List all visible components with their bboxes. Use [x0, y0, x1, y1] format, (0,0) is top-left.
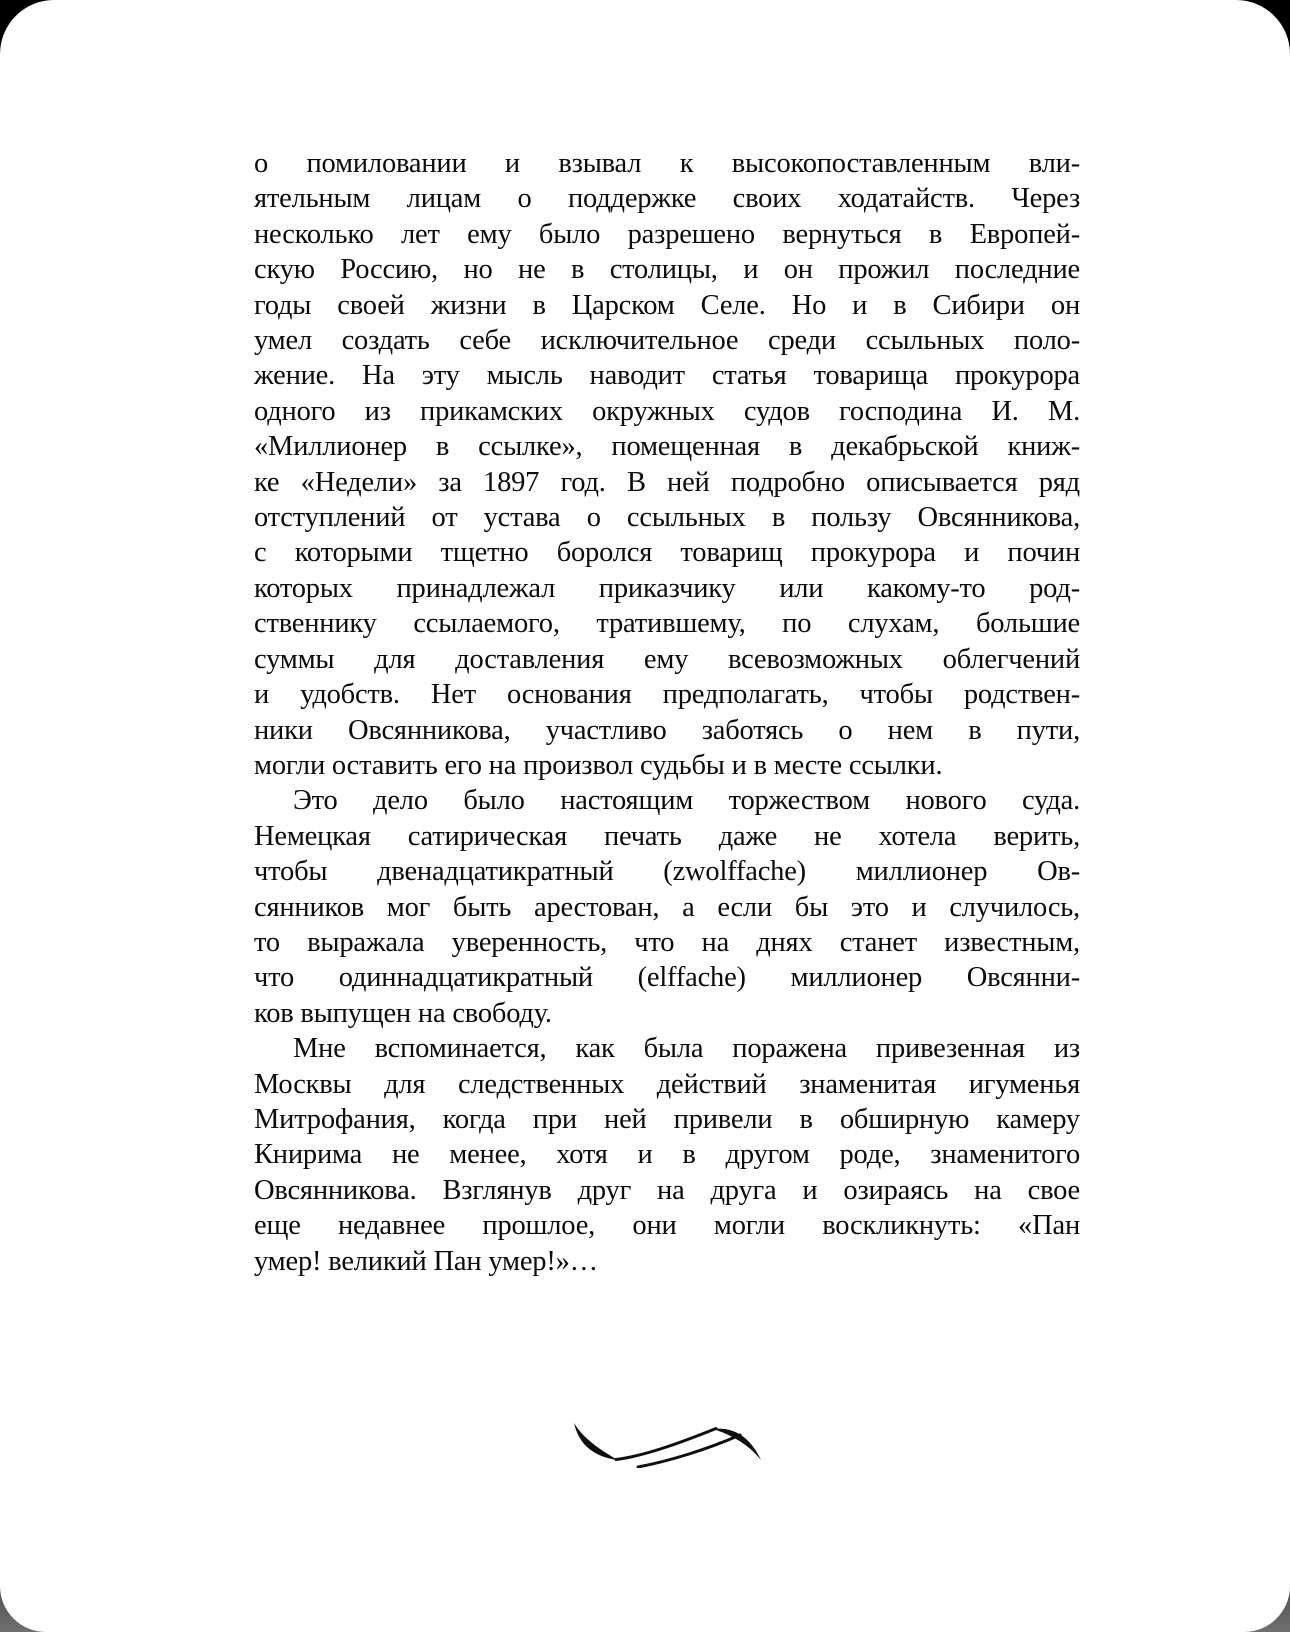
text-line: Овсянникова. Взглянув друг на друга и озираясь на свое [254, 1174, 1080, 1206]
text-line: несколько лет ему было разрешено вернуться в Европей- [254, 218, 1080, 250]
text-line: суммы для доставления ему всевозможных облегчений [254, 643, 1080, 675]
text-block [254, 146, 1080, 1279]
text-line: Немецкая сатирическая печать даже не хотела верить, [254, 820, 1080, 852]
text-line: Это дело было настоящим торжеством нового суда. [293, 785, 1080, 817]
text-line: ятельным лицам о поддержке своих ходатайств. Через [254, 183, 1080, 215]
text-line: «Миллионер в ссылке», помещенная в декабрьской книж- [254, 431, 1080, 463]
text-line: Москвы для следственных действий знаменитая игуменья [254, 1068, 1080, 1100]
text-line: которых принадлежал приказчику или какому-то род- [254, 572, 1080, 604]
swash-divider-ornament [566, 1416, 766, 1468]
text-line: отступлений от устава о ссыльных в пользу Овсянникова, [254, 502, 1080, 534]
text-line: скую Россию, но не в столицы, и он прожил последние [254, 254, 1080, 286]
text-line: то выражала уверенность, что на днях станет известным, [254, 926, 1080, 958]
text-line: умер! великий Пан умер!»… [254, 1245, 598, 1277]
text-line: могли оставить его на произвол судьбы и в месте ссылки. [254, 749, 943, 781]
text-line: о помиловании и взывал к высокопоставленным вли- [254, 148, 1080, 179]
text-line: ков выпущен на свободу. [254, 997, 552, 1029]
calligraphic-swash-icon [566, 1416, 766, 1468]
text-line: одного из прикамских окружных судов господина И. М. [254, 395, 1080, 427]
text-line: годы своей жизни в Царском Селе. Но и в Сибири он [254, 289, 1080, 321]
text-line: ники Овсянникова, участливо заботясь о нем в пути, [254, 714, 1080, 746]
text-line: ственнику ссылаемого, тратившему, по слухам, большие [254, 608, 1080, 640]
text-line: и удобств. Нет основания предполагать, чтобы родствен- [254, 679, 1080, 711]
text-line: чтобы двенадцатикратный (zwolffache) миллионер Ов- [254, 856, 1080, 888]
text-line: ке «Недели» за 1897 год. В ней подробно описывается ряд [254, 466, 1080, 498]
text-line: жение. На эту мысль наводит статья товарища прокурора [254, 360, 1080, 392]
text-line: Митрофания, когда при ней привели в обширную камеру [254, 1103, 1080, 1135]
text-line: еще недавнее прошлое, они могли воскликнуть: «Пан [254, 1210, 1080, 1242]
text-line: умел создать себе исключительное среди ссыльных поло- [254, 325, 1080, 357]
text-line: Книрима не менее, хотя и в другом роде, знаменитого [254, 1139, 1080, 1171]
text-line: сянников мог быть арестован, а если бы это и случилось, [254, 891, 1080, 923]
text-line: что одиннадцатикратный (elffache) миллионер Овсянни- [254, 962, 1080, 994]
text-line: Мне вспоминается, как была поражена привезенная из [293, 1033, 1080, 1065]
text-line: с которыми тщетно боролся товарищ прокурора и почин [254, 537, 1080, 569]
